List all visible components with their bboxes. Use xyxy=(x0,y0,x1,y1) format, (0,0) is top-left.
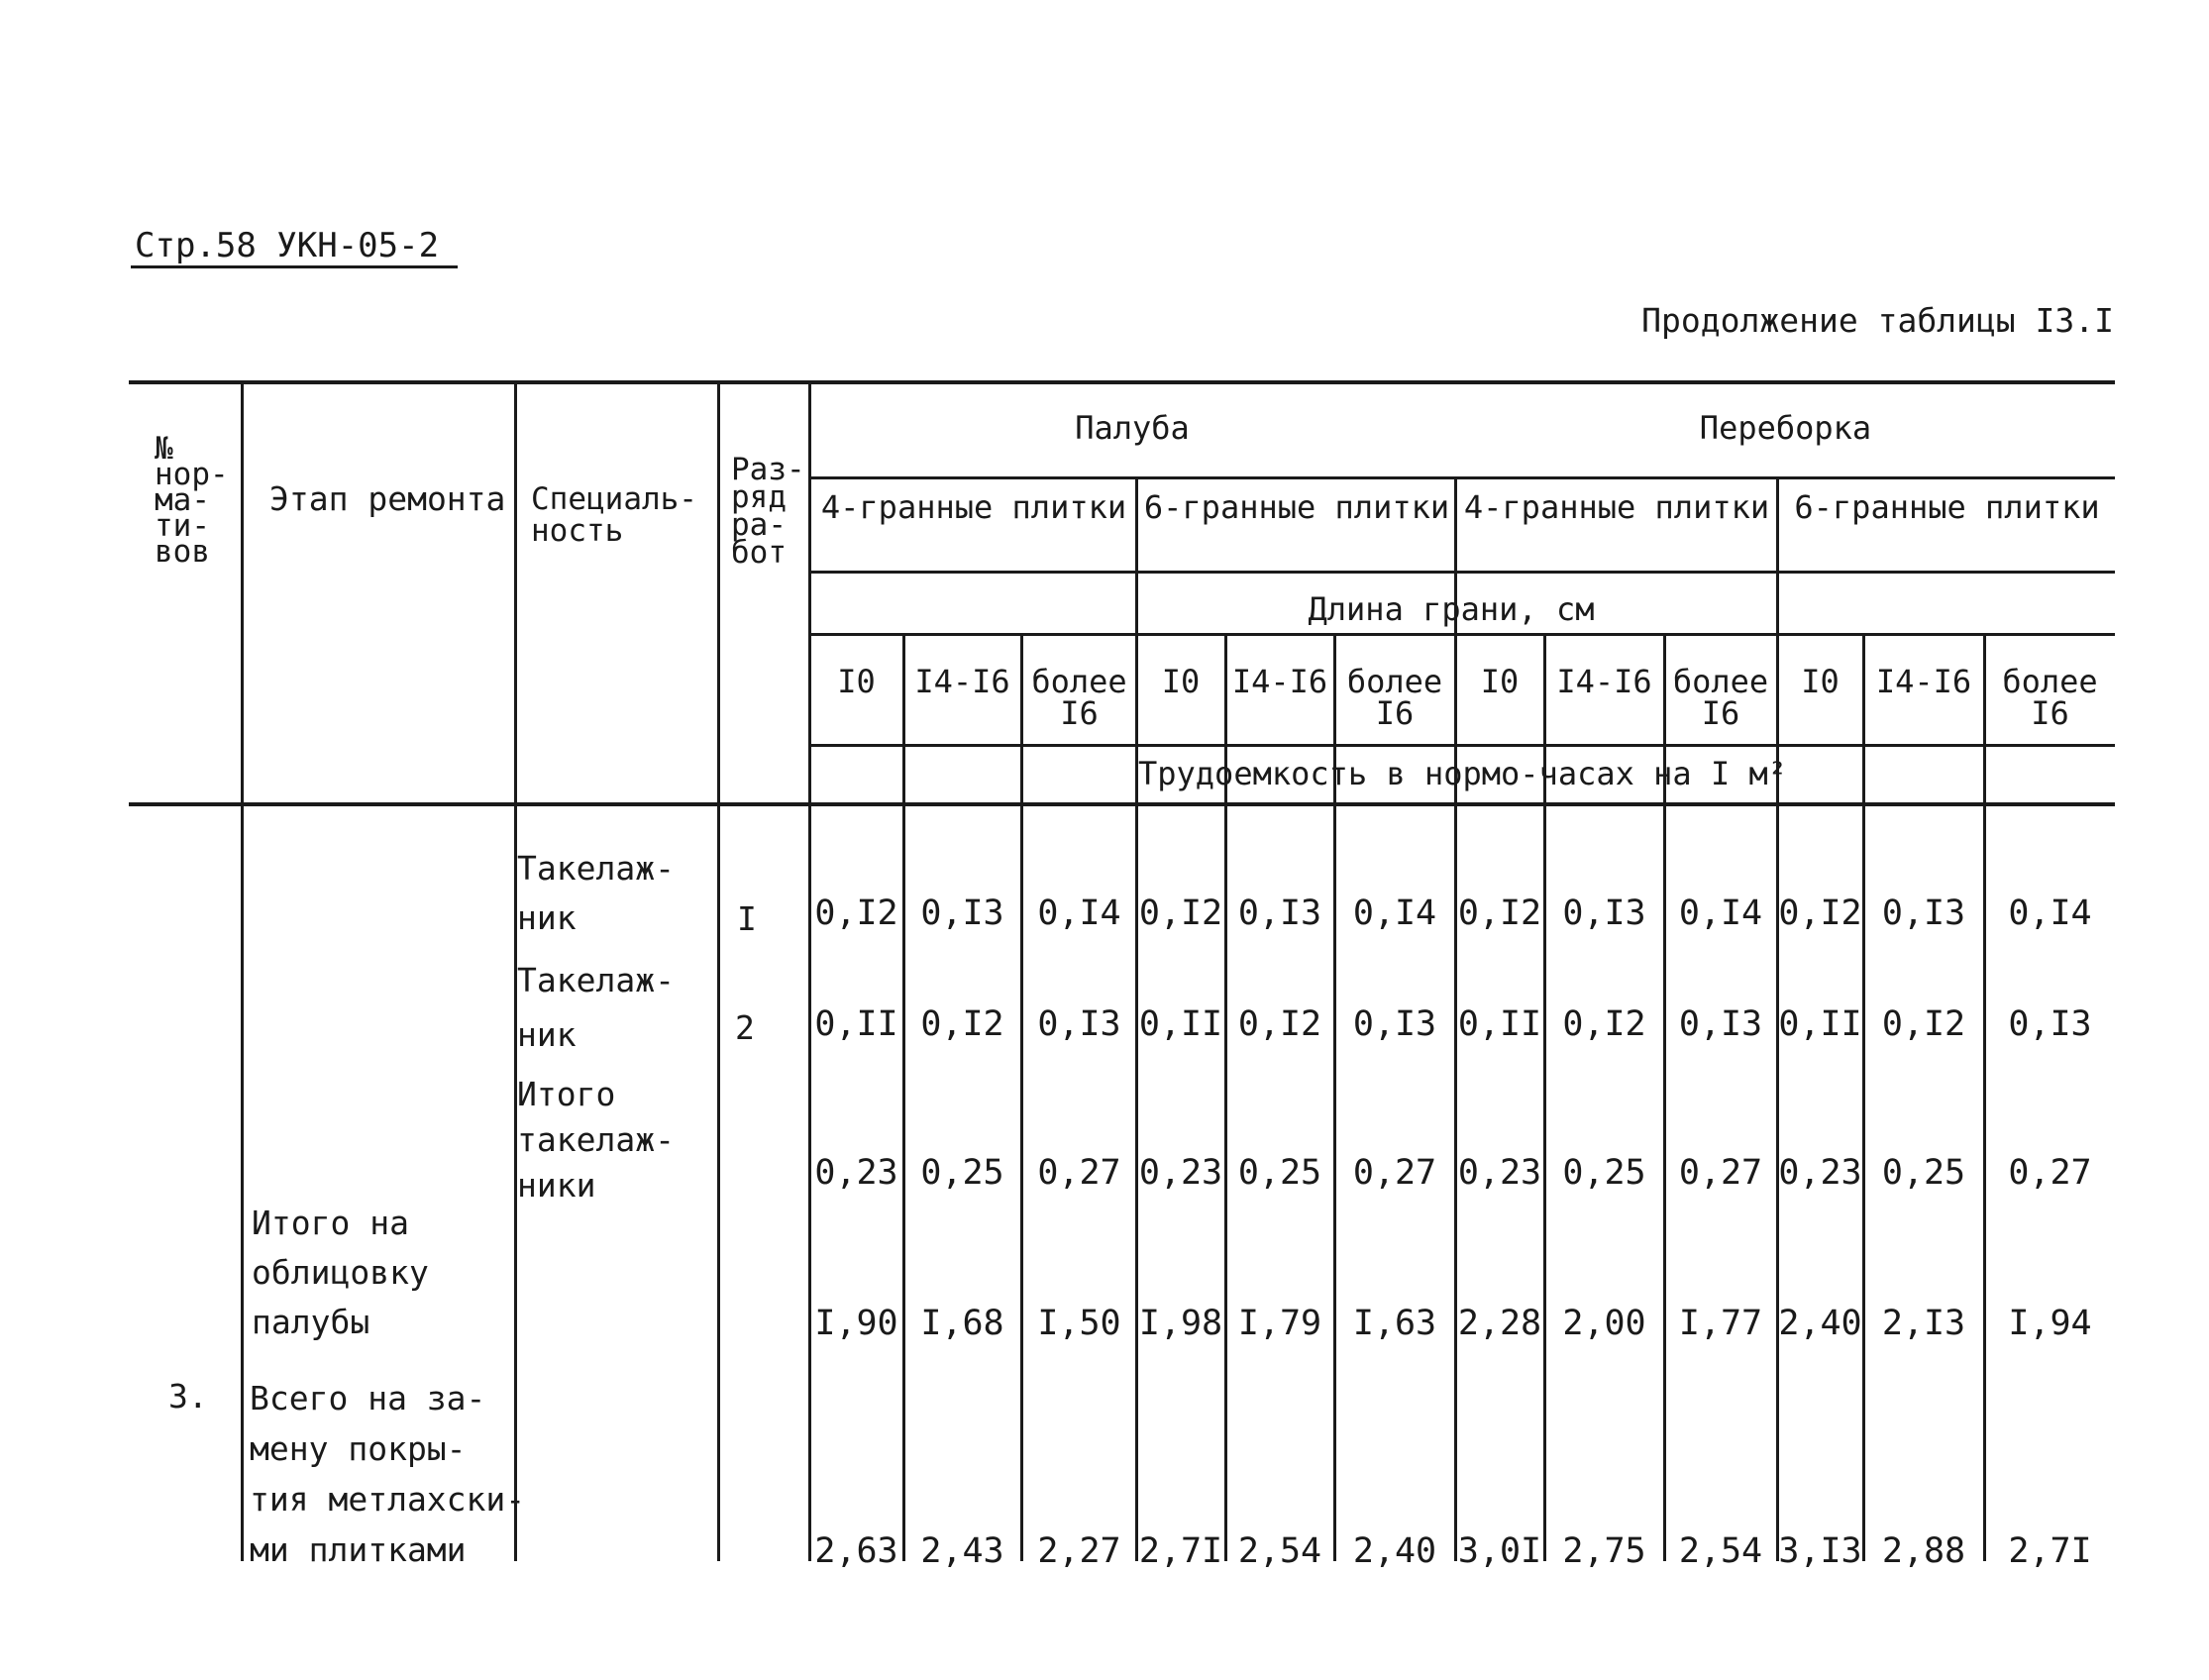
table-cell: 2,7I xyxy=(2008,1531,2092,1571)
size-label: I4-I6 xyxy=(1875,663,1972,700)
row-speciality: Итого такелаж- ники xyxy=(517,1075,675,1205)
size-label: I4-I6 xyxy=(914,663,1010,700)
subgroup-rule xyxy=(810,571,2115,574)
table-cell: 3,0I xyxy=(1457,1531,1542,1571)
row-speciality: Такелаж- ник xyxy=(517,849,675,937)
row-speciality: Такелаж- ник xyxy=(517,961,675,1054)
size-rule xyxy=(810,744,2115,747)
table-cell: 0,II xyxy=(1138,1004,1223,1044)
table-cell: I,68 xyxy=(920,1304,1004,1343)
table-cell: 2,40 xyxy=(1352,1531,1437,1571)
size-label: более I6 xyxy=(1672,663,1769,732)
size-label: I0 xyxy=(1801,663,1840,700)
row-stage: Всего на за- мену покры- тия метлахски- ми плитками xyxy=(250,1379,526,1569)
subgroup-header: 4-гранные плитки xyxy=(1463,488,1770,526)
table-cell: 0,I4 xyxy=(1037,893,1121,933)
col-rule-4 xyxy=(808,382,811,1561)
subgroup-header: 4-гранные плитки xyxy=(820,488,1127,526)
table-cell: 0,27 xyxy=(1678,1153,1763,1193)
table-cell: 0,23 xyxy=(1778,1153,1862,1193)
table-cell: 0,II xyxy=(1457,1004,1542,1044)
table-cell: 0,I2 xyxy=(1562,1004,1646,1044)
header-stage: Этап ремонта xyxy=(269,479,506,518)
table-cell: 0,27 xyxy=(1037,1153,1121,1193)
size-label: I0 xyxy=(1480,663,1520,700)
table-cell: 0,I3 xyxy=(1562,893,1646,933)
table-cell: 0,25 xyxy=(1881,1153,1966,1193)
table-cell: 2,43 xyxy=(920,1531,1004,1571)
table-cell: 0,I4 xyxy=(1678,893,1763,933)
table-cell: 0,I3 xyxy=(1678,1004,1763,1044)
col-rule-3 xyxy=(717,382,720,1561)
table-cell: 0,27 xyxy=(1352,1153,1437,1193)
table-cell: 0,I4 xyxy=(1352,893,1437,933)
header-bottom-rule xyxy=(129,802,2115,806)
table-cell: 0,I3 xyxy=(1352,1004,1437,1044)
table-cell: 0,I3 xyxy=(920,893,1004,933)
table-cell: 0,I2 xyxy=(1457,893,1542,933)
table-cell: 0,I3 xyxy=(1881,893,1966,933)
unit-label: Трудоемкость в нормо-часах на I м² xyxy=(1137,755,1788,792)
table-cell: I,79 xyxy=(1237,1304,1322,1343)
col-rule-1 xyxy=(241,382,244,1561)
subgroup-header: 6-гранные плитки xyxy=(1143,488,1450,526)
row-stage: Итого на облицовку палубы xyxy=(252,1204,429,1341)
page-header-underline xyxy=(131,265,458,268)
size-label: более I6 xyxy=(1031,663,1127,732)
group-header-bulkhead: Переборка xyxy=(1699,409,1872,447)
row-norm-no: 3. xyxy=(168,1377,208,1416)
table-cell: 2,54 xyxy=(1237,1531,1322,1571)
table-cell: 0,23 xyxy=(814,1153,898,1193)
edge-length-label: Длина грани, см xyxy=(1308,590,1595,628)
table-cell: 2,00 xyxy=(1562,1304,1646,1343)
table-cell: 2,28 xyxy=(1457,1304,1542,1343)
table-cell: I,94 xyxy=(2008,1304,2092,1343)
size-label: более I6 xyxy=(1346,663,1443,732)
table-cell: 0,I3 xyxy=(1237,893,1322,933)
table-cell: 0,27 xyxy=(2008,1153,2092,1193)
header-norm-no: № нор- ма- ти- вов xyxy=(155,431,229,570)
table-cell: 2,88 xyxy=(1881,1531,1966,1571)
group-header-deck: Палуба xyxy=(1075,409,1190,447)
table-cell: 0,25 xyxy=(1237,1153,1322,1193)
size-label: I0 xyxy=(1161,663,1201,700)
continuation-label: Продолжение таблицы I3.I xyxy=(1641,301,2114,340)
table-cell: 0,25 xyxy=(920,1153,1004,1193)
table-cell: 0,II xyxy=(1778,1004,1862,1044)
group-rule xyxy=(810,476,2115,479)
table-top-rule xyxy=(129,380,2115,384)
row-grade: 2 xyxy=(735,1008,755,1047)
table-cell: 0,I3 xyxy=(1037,1004,1121,1044)
table-cell: I,50 xyxy=(1037,1304,1121,1343)
table-cell: 3,I3 xyxy=(1778,1531,1862,1571)
table-cell: 0,I2 xyxy=(1237,1004,1322,1044)
page-header: Стр.58 УКН-05-2 xyxy=(135,226,440,265)
table-cell: 0,I4 xyxy=(2008,893,2092,933)
table-cell: 0,25 xyxy=(1562,1153,1646,1193)
table-cell: 2,I3 xyxy=(1881,1304,1966,1343)
table-cell: 2,63 xyxy=(814,1531,898,1571)
size-label: I4-I6 xyxy=(1556,663,1652,700)
size-label: I4-I6 xyxy=(1231,663,1328,700)
table-cell: 2,54 xyxy=(1678,1531,1763,1571)
table-cell: 0,23 xyxy=(1138,1153,1223,1193)
table-cell: 0,II xyxy=(814,1004,898,1044)
table-cell: 0,I2 xyxy=(920,1004,1004,1044)
table-cell: 2,7I xyxy=(1138,1531,1223,1571)
table-cell: 0,I2 xyxy=(1881,1004,1966,1044)
edge-length-rule xyxy=(810,633,2115,636)
table-cell: 2,40 xyxy=(1778,1304,1862,1343)
header-speciality: Специаль- ность xyxy=(531,481,697,549)
subgroup-header: 6-гранные плитки xyxy=(1794,488,2100,526)
table-cell: I,90 xyxy=(814,1304,898,1343)
table-cell: I,63 xyxy=(1352,1304,1437,1343)
size-label: более I6 xyxy=(2002,663,2098,732)
row-grade: I xyxy=(737,899,757,938)
table-cell: 0,23 xyxy=(1457,1153,1542,1193)
table-cell: 0,I2 xyxy=(814,893,898,933)
table-cell: 2,27 xyxy=(1037,1531,1121,1571)
table-cell: I,98 xyxy=(1138,1304,1223,1343)
table-cell: 0,I2 xyxy=(1778,893,1862,933)
table-cell: 0,I3 xyxy=(2008,1004,2092,1044)
table-cell: I,77 xyxy=(1678,1304,1763,1343)
size-label: I0 xyxy=(837,663,876,700)
table-cell: 2,75 xyxy=(1562,1531,1646,1571)
header-grade: Раз- ряд ра- бот xyxy=(731,452,805,571)
table-cell: 0,I2 xyxy=(1138,893,1223,933)
